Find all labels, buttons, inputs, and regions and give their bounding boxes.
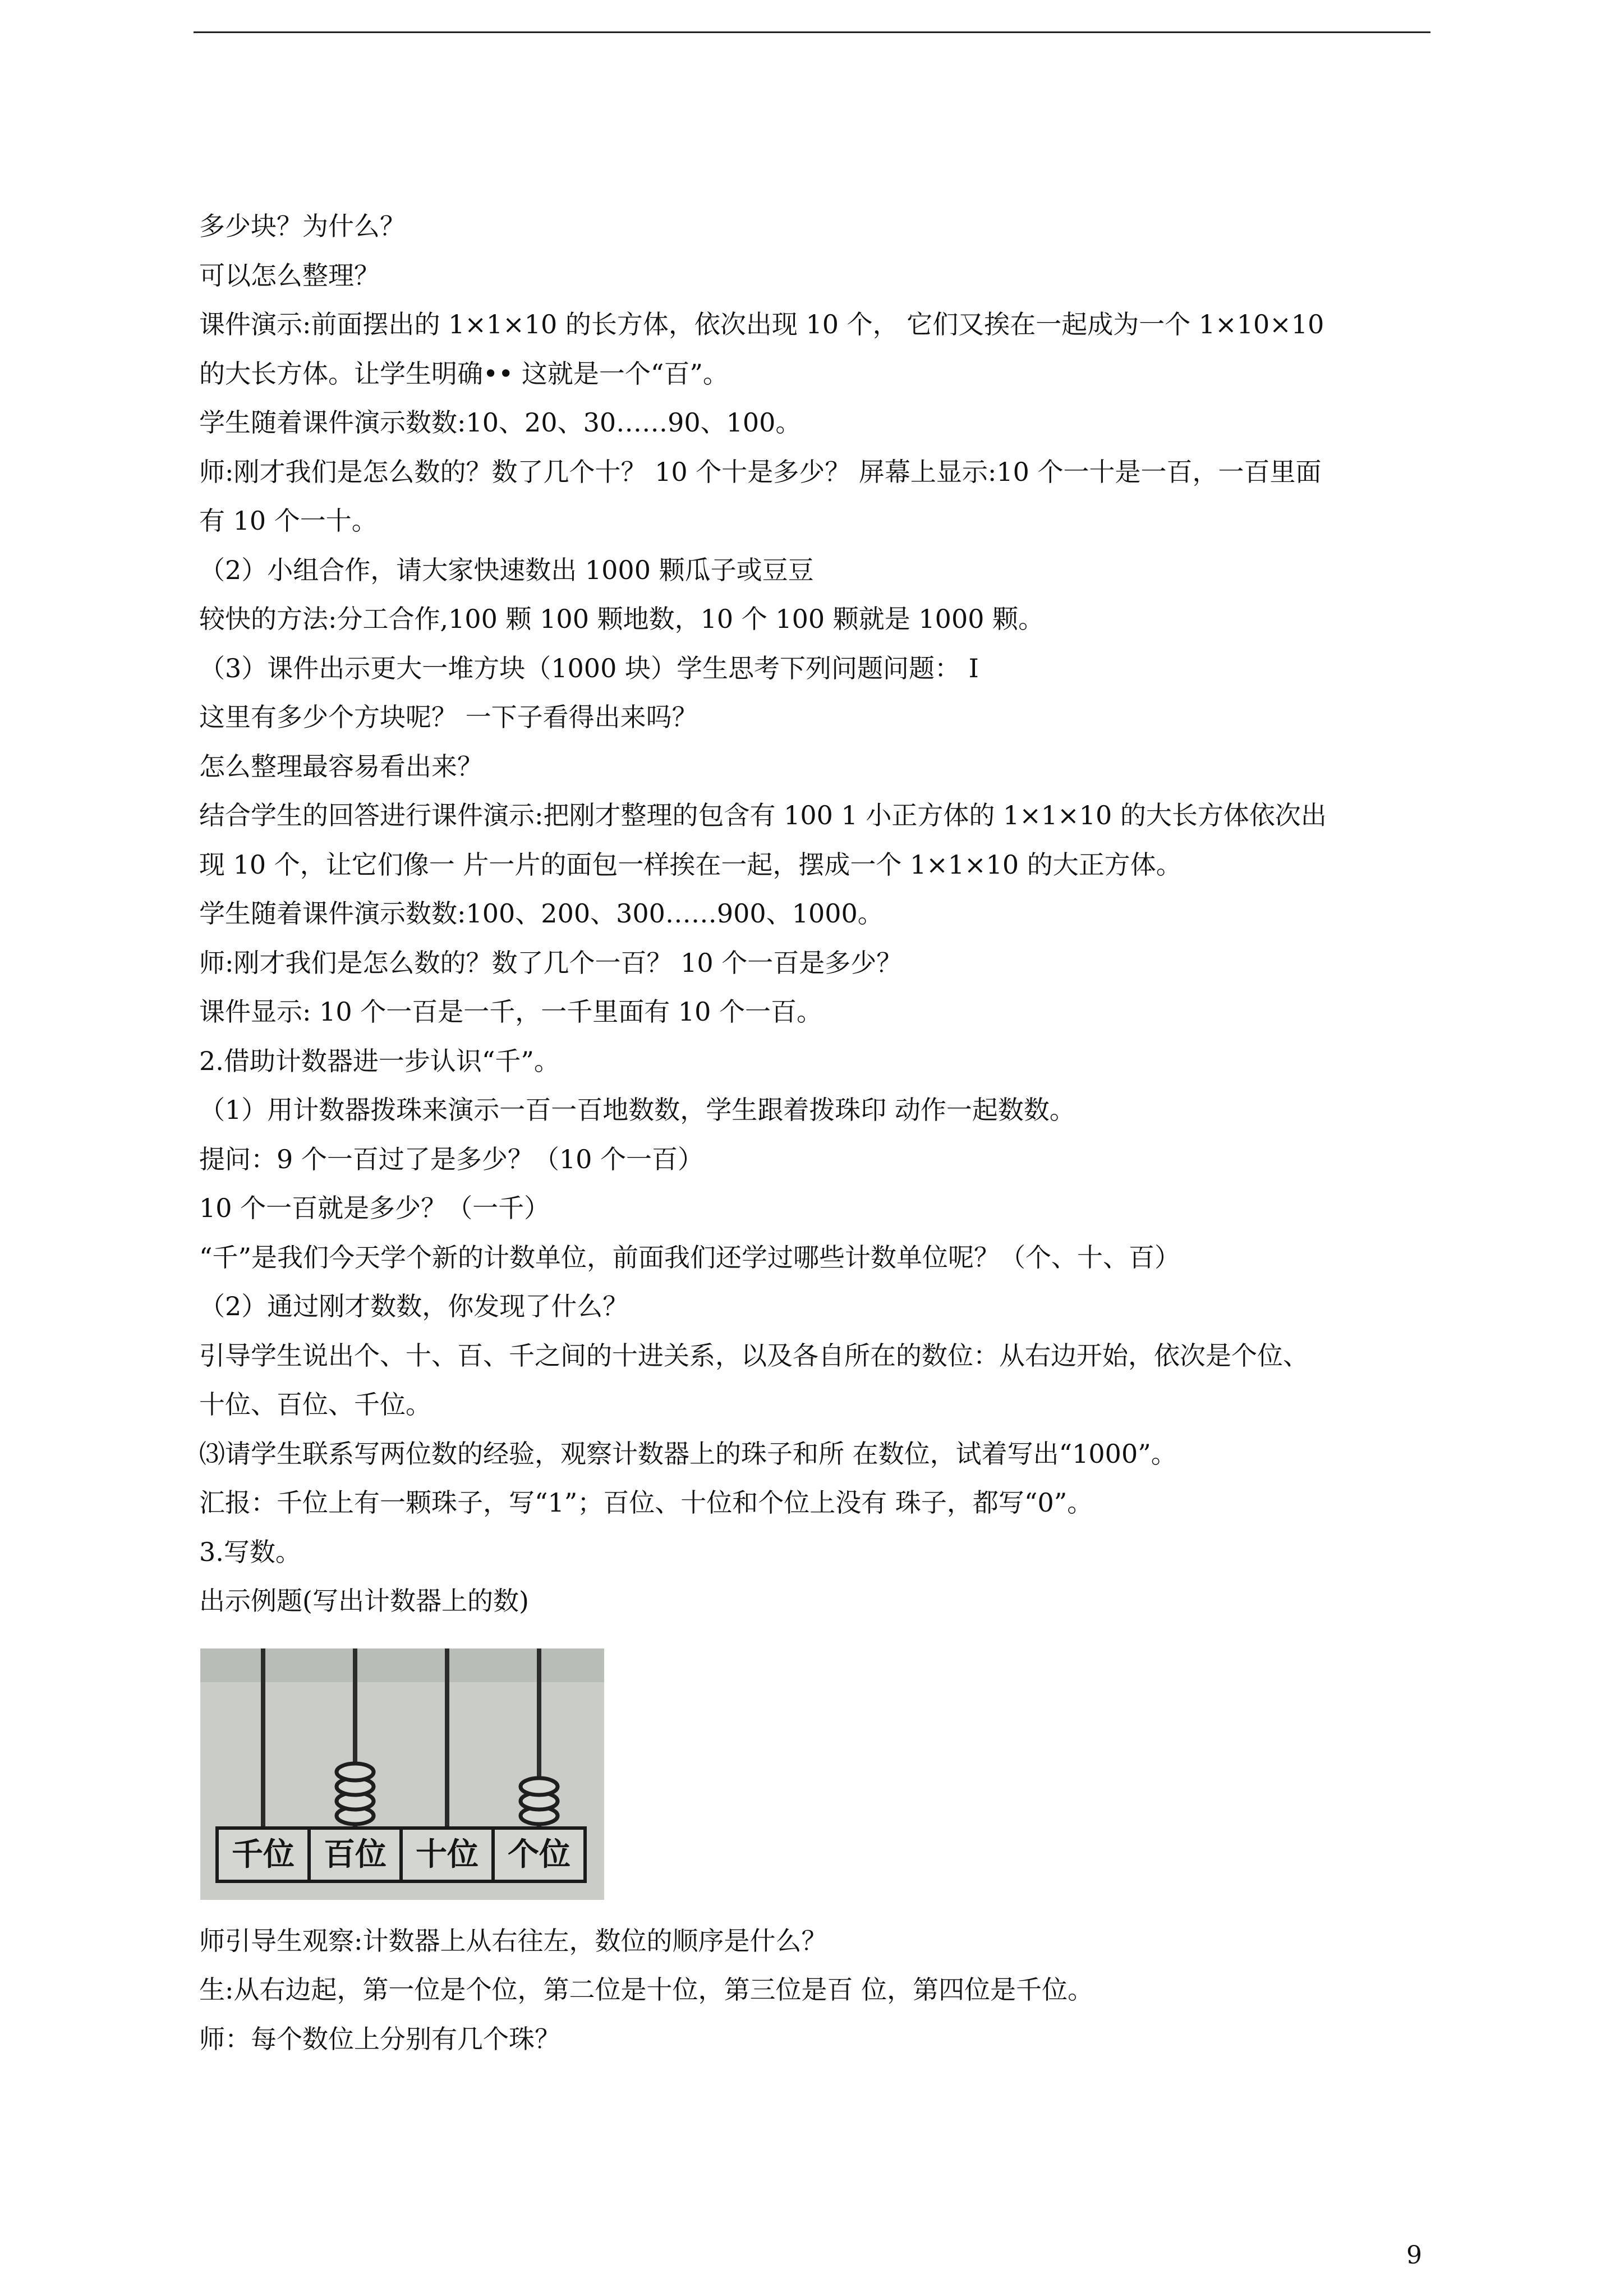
- text-line: 可以怎么整理？: [199, 260, 380, 291]
- text-line: 师引导生观察:计数器上从右往左，数位的顺序是什么？: [199, 1925, 827, 1956]
- place-value-label: 千位: [232, 1836, 295, 1873]
- text-line: （2）通过刚才数数，你发现了什么？: [199, 1291, 629, 1321]
- text-line: 师:刚才我们是怎么数的？数了几个一百？ 10 个一百是多少？: [199, 947, 903, 978]
- place-value-label: 个位: [508, 1836, 571, 1873]
- text-line: 多少块？为什么？: [199, 211, 406, 241]
- paragraphs-after: [199, 1917, 1456, 2064]
- text-line: （1）用计数器拨珠来演示一百一百地数数，学生跟着拨珠印 动作一起数数。: [199, 1095, 1075, 1125]
- abacus-rod: [261, 1648, 265, 1828]
- header-rule: [194, 31, 1430, 33]
- place-value-label: 百位: [324, 1836, 387, 1873]
- document-body: [199, 202, 1456, 2064]
- text-line: 生:从右边起，第一位是个位，第二位是十位，第三位是百 位，第四位是千位。: [199, 1974, 1094, 2005]
- text-line: 有 10 个一十。: [199, 506, 378, 536]
- text-line: 10 个一百就是多少？（一千）: [199, 1193, 550, 1223]
- text-line: 师：每个数位上分别有几个珠？: [199, 2023, 560, 2054]
- text-line: ⑶请学生联系写两位数的经验，观察计数器上的珠子和所 在数位，试着写出“1000”。: [199, 1438, 1177, 1469]
- text-line: 学生随着课件演示数数:10、20、30……90、100。: [199, 407, 802, 438]
- text-line: 师:刚才我们是怎么数的？数了几个十？ 10 个十是多少？ 屏幕上显示:10 个一十是一百，一百里面: [199, 456, 1322, 487]
- text-line: 提问：9 个一百过了是多少？（10 个一百）: [199, 1144, 704, 1174]
- paragraphs-before: [199, 202, 1456, 1626]
- text-line: 引导学生说出个、十、百、千之间的十进关系，以及各自所在的数位：从右边开始，依次是个位、: [199, 1340, 1309, 1371]
- abacus-rod: [445, 1648, 449, 1828]
- place-value-label: 十位: [416, 1836, 479, 1873]
- page-number: 9: [1406, 2241, 1422, 2270]
- text-line: 十位、百位、千位。: [199, 1389, 431, 1420]
- text-line: 较快的方法:分工合作,100 颗 100 颗地数，10 个 100 颗就是 1000 颗。: [199, 604, 1045, 634]
- text-line: 的大长方体。让学生明确•• 这就是一个“百”。: [199, 358, 729, 389]
- abacus-illustration: [200, 1648, 604, 1900]
- text-line: 3.写数。: [199, 1536, 301, 1567]
- text-line: 这里有多少个方块呢？ 一下子看得出来吗？: [199, 702, 698, 732]
- text-line: 怎么整理最容易看出来？: [199, 751, 483, 782]
- text-line: 课件显示: 10 个一百是一千，一千里面有 10 个一百。: [199, 997, 823, 1027]
- text-line: 现 10 个，让它们像一 片一片的面包一样挨在一起，摆成一个 1×1×10 的大正方体。: [199, 849, 1182, 880]
- abacus-bead: [521, 1778, 558, 1795]
- text-line: “千”是我们今天学个新的计数单位，前面我们还学过哪些计数单位呢？（个、十、百）: [199, 1242, 1181, 1273]
- text-line: 结合学生的回答进行课件演示:把刚才整理的包含有 100 1 小正方体的 1×1×10 的大长方体依次出: [199, 800, 1327, 830]
- text-line: （2）小组合作，请大家快速数出 1000 颗瓜子或豆豆: [199, 554, 814, 585]
- text-line: 出示例题(写出计数器上的数): [199, 1586, 529, 1616]
- abacus-bead: [337, 1764, 374, 1780]
- text-line: 汇报：千位上有一颗珠子，写“1”；百位、十位和个位上没有 珠子，都写“0”。: [199, 1487, 1093, 1518]
- text-line: （3）课件出示更大一堆方块（1000 块）学生思考下列问题问题： I: [199, 653, 979, 683]
- abacus-figure: [200, 1648, 604, 1900]
- text-line: 课件演示:前面摆出的 1×1×10 的长方体，依次出现 10 个， 它们又挨在一起成为一个 1×10×10: [199, 309, 1324, 339]
- text-line: 学生随着课件演示数数:100、200、300……900、1000。: [199, 898, 884, 929]
- text-line: 2.借助计数器进一步认识“千”。: [199, 1045, 560, 1076]
